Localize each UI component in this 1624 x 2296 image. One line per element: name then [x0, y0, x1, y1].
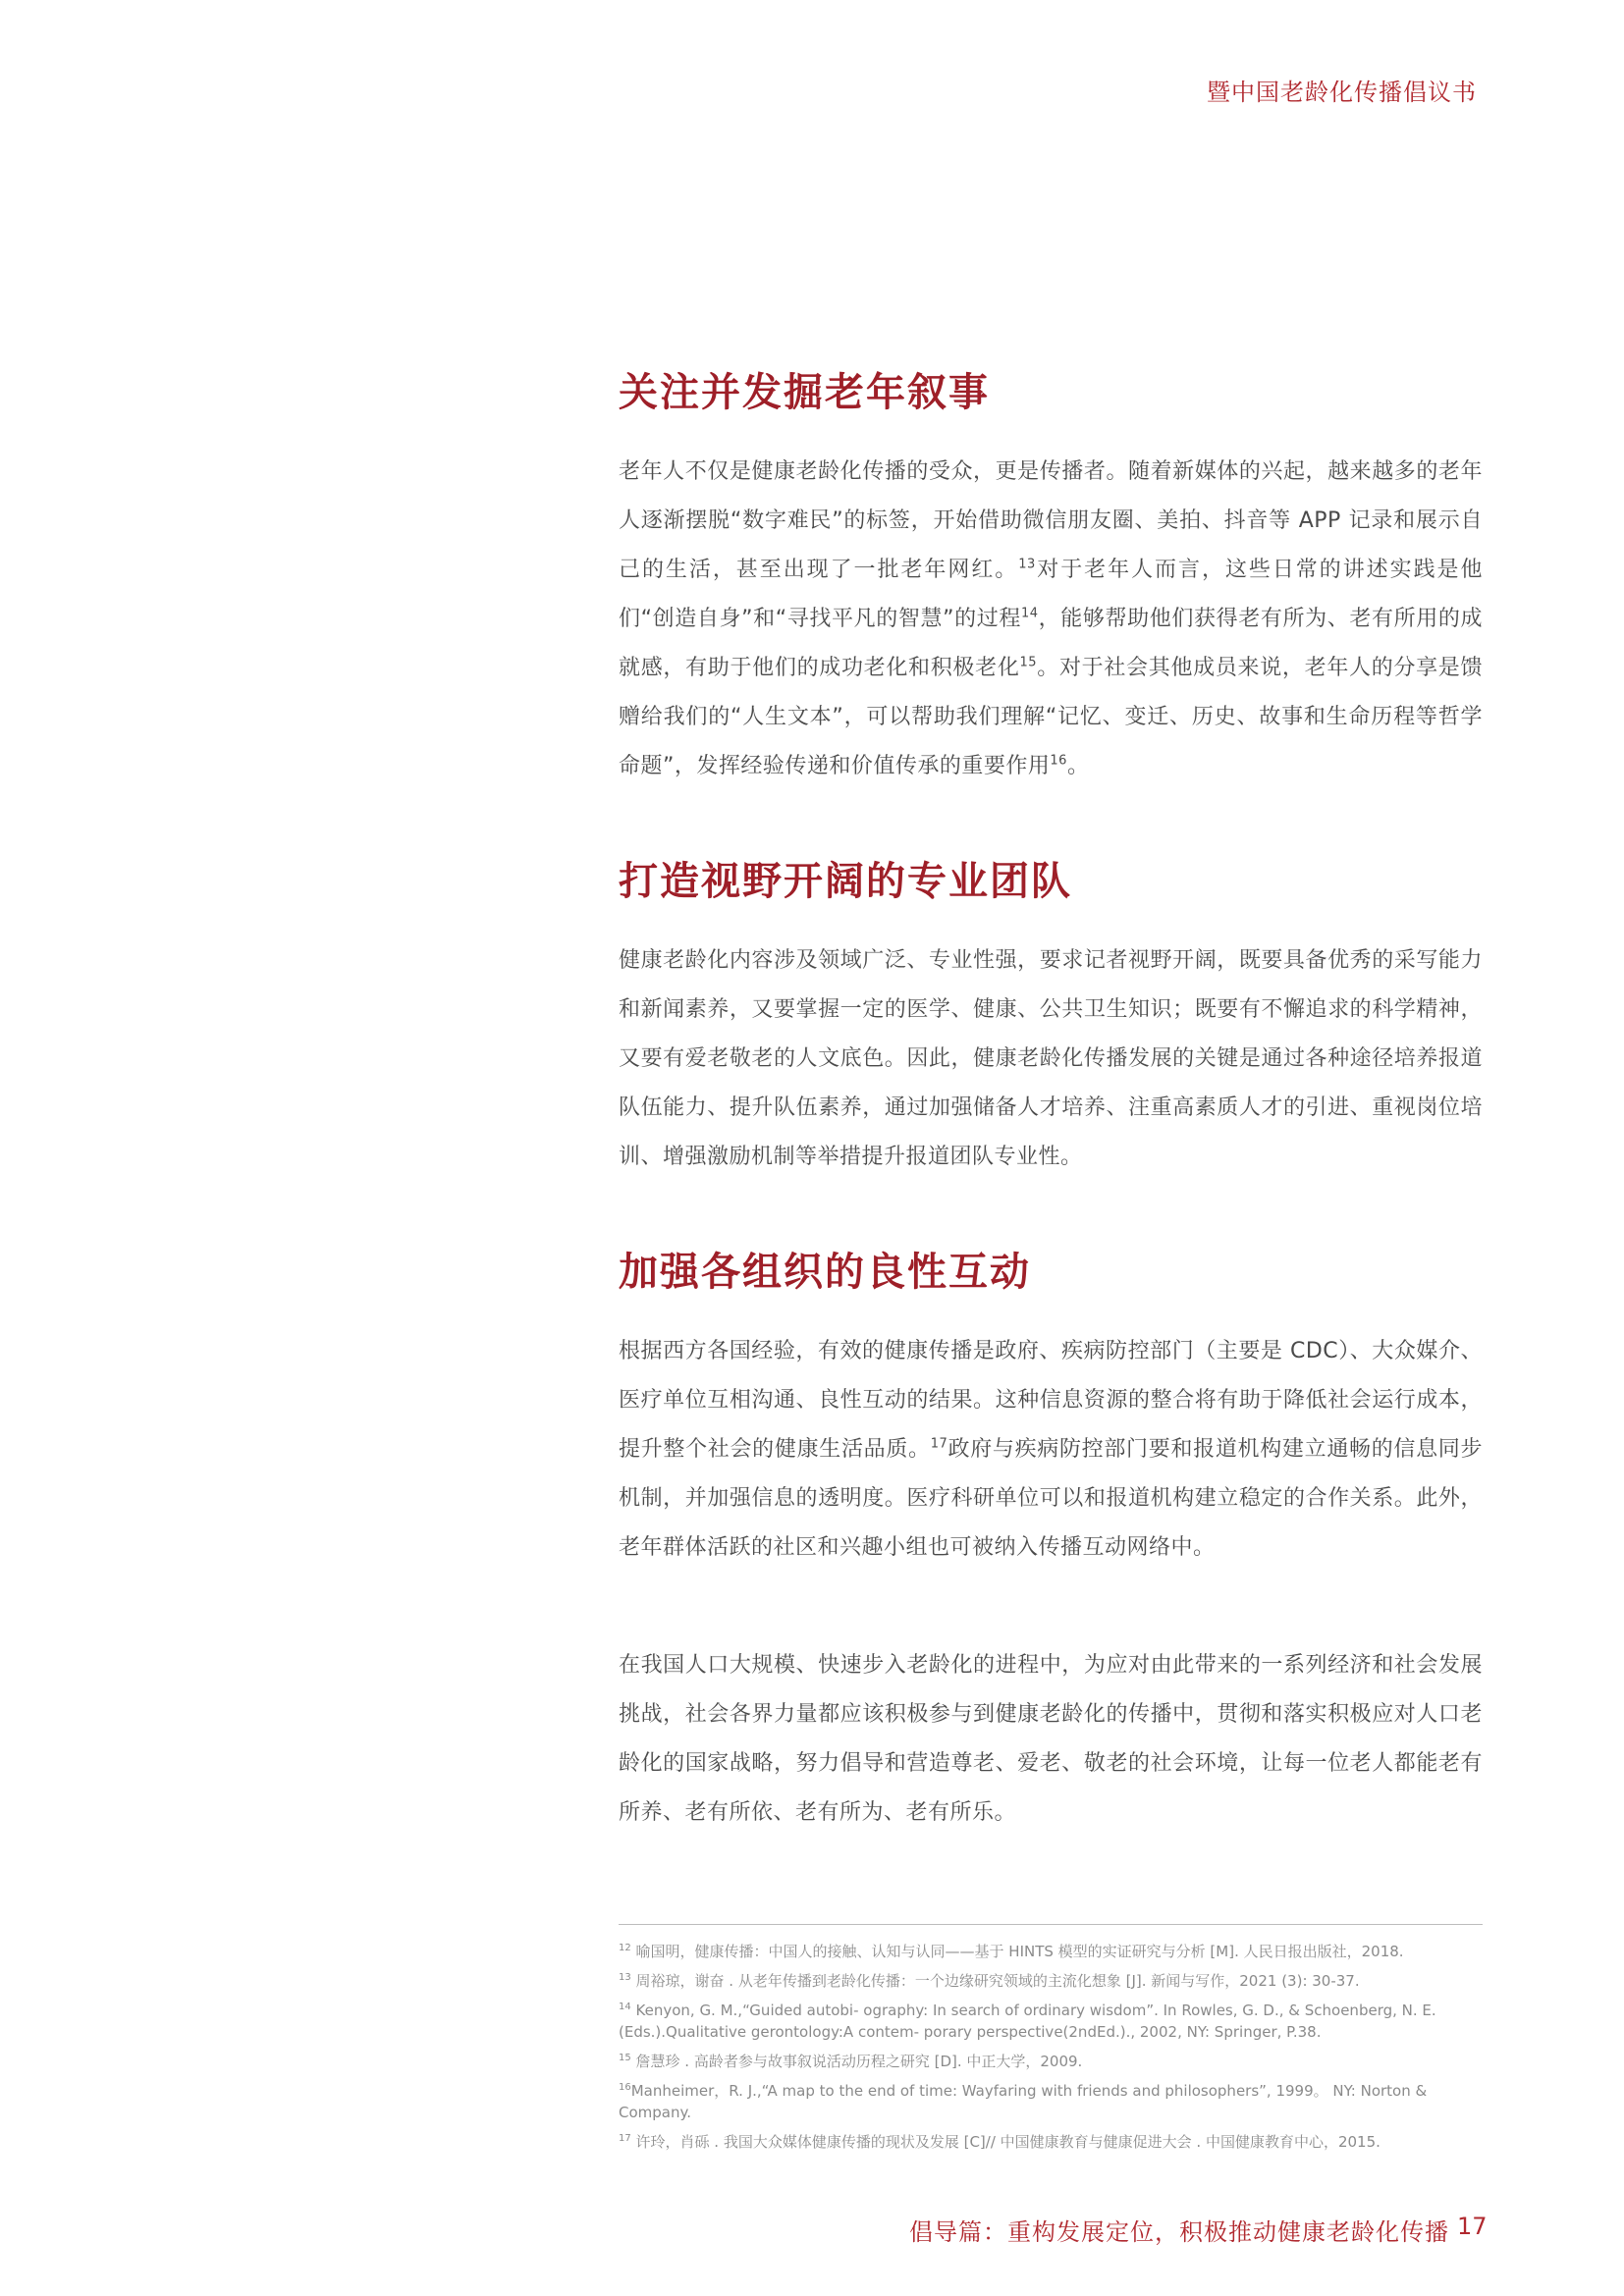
- paragraph-text: 。: [1066, 754, 1090, 778]
- section-paragraph: [619, 448, 1483, 791]
- paragraph-text: ，能够帮助他们获得老有所为、老有所用的成就感，有助于他们的成功老化和积极老化: [619, 607, 1483, 680]
- footnote-number: 14: [619, 2002, 631, 2012]
- footnote-ref[interactable]: 16: [1050, 753, 1067, 769]
- footnote-item: [619, 2051, 1483, 2072]
- section-heading: 关注并发掘老年叙事: [619, 370, 990, 415]
- paragraph-text: 政府与疾病防控部门要和报道机构建立通畅的信息同步机制，并加强信息的透明度。医疗科研单位可以和报道机构建立稳定的合作关系。此外，老年群体活跃的社区和兴趣小组也可被纳入传播互动网络中。: [619, 1437, 1483, 1560]
- main-content: [619, 363, 1483, 1838]
- paragraph-text: 老年人不仅是健康老龄化传播的受众，更是传播者。随着新媒体的兴起，越来越多的老年人逐渐摆脱“数字难民”的标签，开始借助微信朋友圈、美拍、抖音等 APP 记录和展示自己的生活，甚至出现了一批老年网红。: [619, 459, 1483, 582]
- section-organization-interaction: [619, 1243, 1483, 1573]
- paragraph-text: 根据西方各国经验，有效的健康传播是政府、疾病防控部门（主要是 CDC）、大众媒介、医疗单位互相沟通、良性互动的结果。这种信息资源的整合将有助于降低社会运行成本，提升整个社会的健康生活品质。: [619, 1339, 1483, 1462]
- footnote-ref[interactable]: 17: [930, 1436, 948, 1452]
- footnote-ref[interactable]: 15: [1019, 655, 1038, 670]
- page-number: 17: [1457, 2213, 1488, 2240]
- footnote-number: 15: [619, 2053, 631, 2063]
- footnote-number: 17: [619, 2133, 631, 2144]
- paragraph-text: 对于老年人而言，这些日常的讲述实践是他们“创造自身”和“寻找平凡的智慧”的过程: [619, 558, 1483, 631]
- footnote-text: Manheimer，R. J.,“A map to the end of time: Wayfaring with friends and philosophers”, 1999。 NY: Norton & Company.: [619, 2082, 1428, 2121]
- section-paragraph: [619, 1327, 1483, 1573]
- footnote-ref[interactable]: 13: [1018, 557, 1036, 572]
- section-elderly-narrative: [619, 363, 1483, 791]
- footnote-number: 13: [619, 1972, 631, 1983]
- footnote-item: [619, 2000, 1483, 2043]
- footnote-text: 詹慧珍 . 高龄者参与故事叙说活动历程之研究 [D]. 中正大学，2009.: [635, 2053, 1083, 2070]
- footnote-text: 许玲，肖砾 . 我国大众媒体健康传播的现状及发展 [C]// 中国健康教育与健康促进大会 . 中国健康教育中心，2015.: [635, 2133, 1380, 2151]
- running-footer-title: 倡导篇：重构发展定位，积极推动健康老龄化传播: [909, 2218, 1449, 2246]
- footnote-text: 喻国明，健康传播：中国人的接触、认知与认同——基于 HINTS 模型的实证研究与分析 [M]. 人民日报出版社，2018.: [635, 1943, 1404, 1960]
- footnote-number: 12: [619, 1943, 631, 1953]
- section-heading: 打造视野开阔的专业团队: [619, 859, 1072, 904]
- section-heading: 加强各组织的良性互动: [619, 1250, 1031, 1295]
- closing-paragraph: 在我国人口大规模、快速步入老龄化的进程中，为应对由此带来的一系列经济和社会发展挑战，社会各界力量都应该积极参与到健康老龄化的传播中，贯彻和落实积极应对人口老龄化的国家战略，努力倡导和营造尊老、爱老、敬老的社会环境，让每一位老人都能老有所养、老有所依、老有所为、老有所乐。: [619, 1653, 1483, 1825]
- footnote-text: 周裕琼，谢奋 . 从老年传播到老龄化传播：一个边缘研究领域的主流化想象 [J]. 新闻与写作，2021 (3): 30-37.: [635, 1972, 1360, 1990]
- footnote-number: 16: [619, 2082, 631, 2093]
- footnote-item: [619, 2131, 1483, 2153]
- footnote-item: [619, 1970, 1483, 1992]
- paragraph-text: 。对于社会其他成员来说，老年人的分享是馈赠给我们的“人生文本”，可以帮助我们理解“记忆、变迁、历史、故事和生命历程等哲学命题”，发挥经验传递和价值传承的重要作用: [619, 656, 1483, 778]
- footnote-ref[interactable]: 14: [1021, 606, 1039, 621]
- footnote-item: [619, 2080, 1483, 2123]
- section-professional-team: [619, 852, 1483, 1182]
- section-paragraph: 健康老龄化内容涉及领域广泛、专业性强，要求记者视野开阔，既要具备优秀的采写能力和新闻素养，又要掌握一定的医学、健康、公共卫生知识；既要有不懈追求的科学精神，又要有爱老敬老的人文底色。因此，健康老龄化传播发展的关键是通过各种途径培养报道队伍能力、提升队伍素养，通过加强储备人才培养、注重高素质人才的引进、重视岗位培训、增强激励机制等举措提升报道团队专业性。: [619, 948, 1483, 1169]
- footnote-text: Kenyon, G. M.,“Guided autobi- ography: In search of ordinary wisdom”. In Rowles, G. D., & Schoenberg, N. E.(Eds.).Qualitative gerontology:A contem- porary perspective(2ndEd.)., 2002, NY: Springer, P.38.: [619, 2002, 1436, 2041]
- running-header: 暨中国老龄化传播倡议书: [1207, 79, 1477, 106]
- footnotes: [619, 1924, 1483, 2161]
- footnote-item: [619, 1941, 1483, 1962]
